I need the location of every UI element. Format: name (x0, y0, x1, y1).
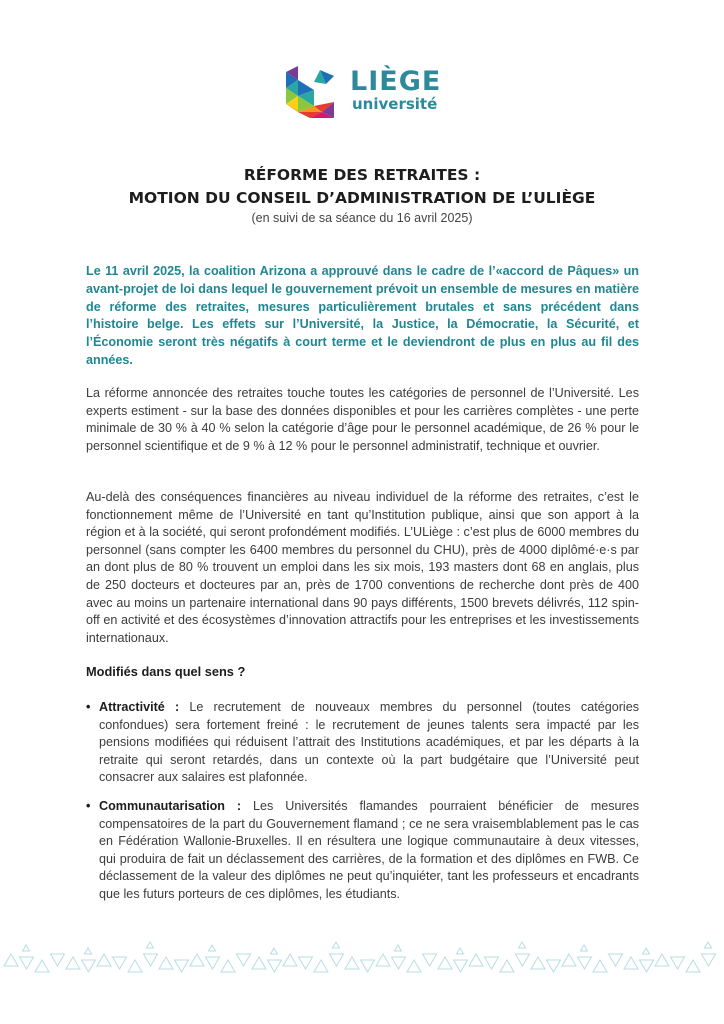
footer-triangle (66, 957, 80, 969)
bullet-text: Le recrutement de nouveaux membres du personnel (toutes catégories confondues) sera fortement freiné : le recrutement de jeunes talents sera impacté par les pensions modifiées qui réduisent l’attrait des Institutions académiques, et par les départs à la retraite qui seront retardés, dans un contexte où la part budgétaire que l’Université peut consacrer aux salaires est plafonnée. (99, 700, 639, 785)
footer-triangle (175, 960, 189, 972)
footer-triangle (20, 957, 34, 969)
footer-triangle (485, 957, 499, 969)
logo-line-2: université (352, 95, 438, 113)
footer-triangle (392, 957, 406, 969)
footer-triangle (640, 960, 654, 972)
footer-triangle (516, 954, 530, 966)
footer-triangle (395, 945, 402, 951)
footer-triangle (454, 960, 468, 972)
footer-triangle (97, 954, 111, 966)
bullet-term: Attractivité : (99, 700, 180, 714)
footer-triangle (206, 957, 220, 969)
footer-triangle (547, 960, 561, 972)
footer-triangle (221, 960, 235, 972)
footer-triangle (147, 942, 154, 948)
footer-triangle (500, 960, 514, 972)
bullet-marker: • (86, 700, 91, 714)
footer-triangle (531, 957, 545, 969)
footer-triangle (438, 957, 452, 969)
footer-triangle (209, 945, 216, 951)
footer-triangle (609, 954, 623, 966)
footer-triangle (51, 954, 65, 966)
footer-triangle (237, 954, 251, 966)
logo-line-1: LIÈGE (350, 66, 442, 97)
footer-triangle (702, 954, 716, 966)
footer-triangle (128, 960, 142, 972)
footer-triangle (624, 957, 638, 969)
footer-triangle (271, 948, 278, 954)
document-title-line-2: MOTION DU CONSEIL D’ADMINISTRATION DE L’ULIÈGE (128, 189, 596, 207)
bullet-body (99, 699, 639, 787)
footer-triangle (23, 945, 30, 951)
footer-triangle (469, 954, 483, 966)
footer-triangle (705, 942, 712, 948)
footer-triangle (330, 954, 344, 966)
footer-triangle (519, 942, 526, 948)
footer-triangle (423, 954, 437, 966)
section-heading: Modifiés dans quel sens ? (86, 664, 246, 679)
footer-triangle (159, 957, 173, 969)
footer-triangle (581, 945, 588, 951)
footer-triangle (85, 948, 92, 954)
bullet-body (99, 798, 639, 904)
footer-triangle (283, 954, 297, 966)
footer-triangle (655, 954, 669, 966)
document-title-line-1: RÉFORME DES RETRAITES : (243, 166, 481, 184)
footer-triangle (82, 960, 96, 972)
footer-triangle (345, 957, 359, 969)
footer-triangle (252, 957, 266, 969)
document-subtitle: (en suivi de sa séance du 16 avril 2025) (251, 211, 473, 225)
footer-triangle (4, 954, 18, 966)
uliege-logo (284, 64, 444, 124)
footer-triangle (268, 960, 282, 972)
lead-paragraph: Le 11 avril 2025, la coalition Arizona a approuvé dans le cadre de l’«accord de Pâques» un avant-projet de loi dans lequel le gouvernement prévoit un ensemble de mesures en matière de réforme des retraites, mesures particulièrement brutales et sans précédent dans l’histoire belge. Les effets sur l’Université, la Justice, la Démocratie, la Sécurité, et l’Économie seront très négatifs à court terme et le deviendront de plus en plus au fil des années. (86, 264, 639, 367)
footer-triangle (457, 948, 464, 954)
bullet-text: Les Universités flamandes pourraient bénéficier de mesures compensatoires de la part du Gouvernement flamand ; ce ne sera vraisemblablement pas le cas en Fédération Wallonie-Bruxelles. Il en résultera une logique communautaire à deux vitesses, qui produira de fait un déclassement des carrières, de la formation et des diplômes en FWB. Ce déclassement de la valeur des diplômes ne peut qu’inquiéter, tant les professeurs et encadrants que les futurs porteurs de ces diplômes, les étudiants. (99, 799, 639, 901)
footer-triangle-pattern (4, 942, 716, 972)
paragraph-university-impact: Au-delà des conséquences financières au niveau individuel de la réforme des retraites, c’est le fonctionnement même de l’Université en tant qu’Institution publique, ainsi que son apport à la région et à la société, qui seront profondément modifiés. L’ULiège : c’est plus de 6000 membres du personnel (sans compter les 6400 membres du personnel du CHU), près de 4000 diplômé·e·s par an dont plus de 80 % trouvent un emploi dans les six mois, 193 masters dont 68 en anglais, plus de 250 docteurs et docteures par an, près de 1700 conventions de recherche dont près de 400 avec au moins un partenaire international dans 90 pays différents, 1500 brevets délivrés, 112 spin-off en activité et des écosystèmes d’innovation attractifs pour les entreprises et les investissements internationaux. (86, 490, 639, 645)
footer-triangle (314, 960, 328, 972)
footer-triangle (361, 960, 375, 972)
footer-triangle (35, 960, 49, 972)
footer-triangle (144, 954, 158, 966)
footer-triangle (562, 954, 576, 966)
footer-triangle (578, 957, 592, 969)
footer-triangle (299, 957, 313, 969)
footer-triangle (671, 957, 685, 969)
footer-triangle (407, 960, 421, 972)
footer-triangle (376, 954, 390, 966)
footer-triangle (333, 942, 340, 948)
footer-triangle (686, 960, 700, 972)
footer-triangle (593, 960, 607, 972)
bullet-marker: • (86, 799, 91, 813)
footer-triangle (643, 948, 650, 954)
bullet-item-communautarisation (86, 798, 639, 904)
footer-decorative-pattern (0, 940, 724, 990)
paragraph-pension-losses: La réforme annoncée des retraites touche toutes les catégories de personnel de l’Université. Les experts estiment - sur la base des données disponibles et pour les carrières complètes - une perte minimale de 30 % à 40 % selon la catégorie d’âge pour le personnel académique, de 26 % pour le personnel scientifique et de 9 % à 12 % pour le personnel administratif, technique et ouvrier. (86, 386, 639, 453)
footer-triangle (113, 957, 127, 969)
bullet-item-attractivite (86, 699, 639, 787)
footer-triangle (190, 954, 204, 966)
uliege-logo-mark-icon (284, 64, 344, 124)
bullet-term: Communautarisation : (99, 799, 242, 813)
